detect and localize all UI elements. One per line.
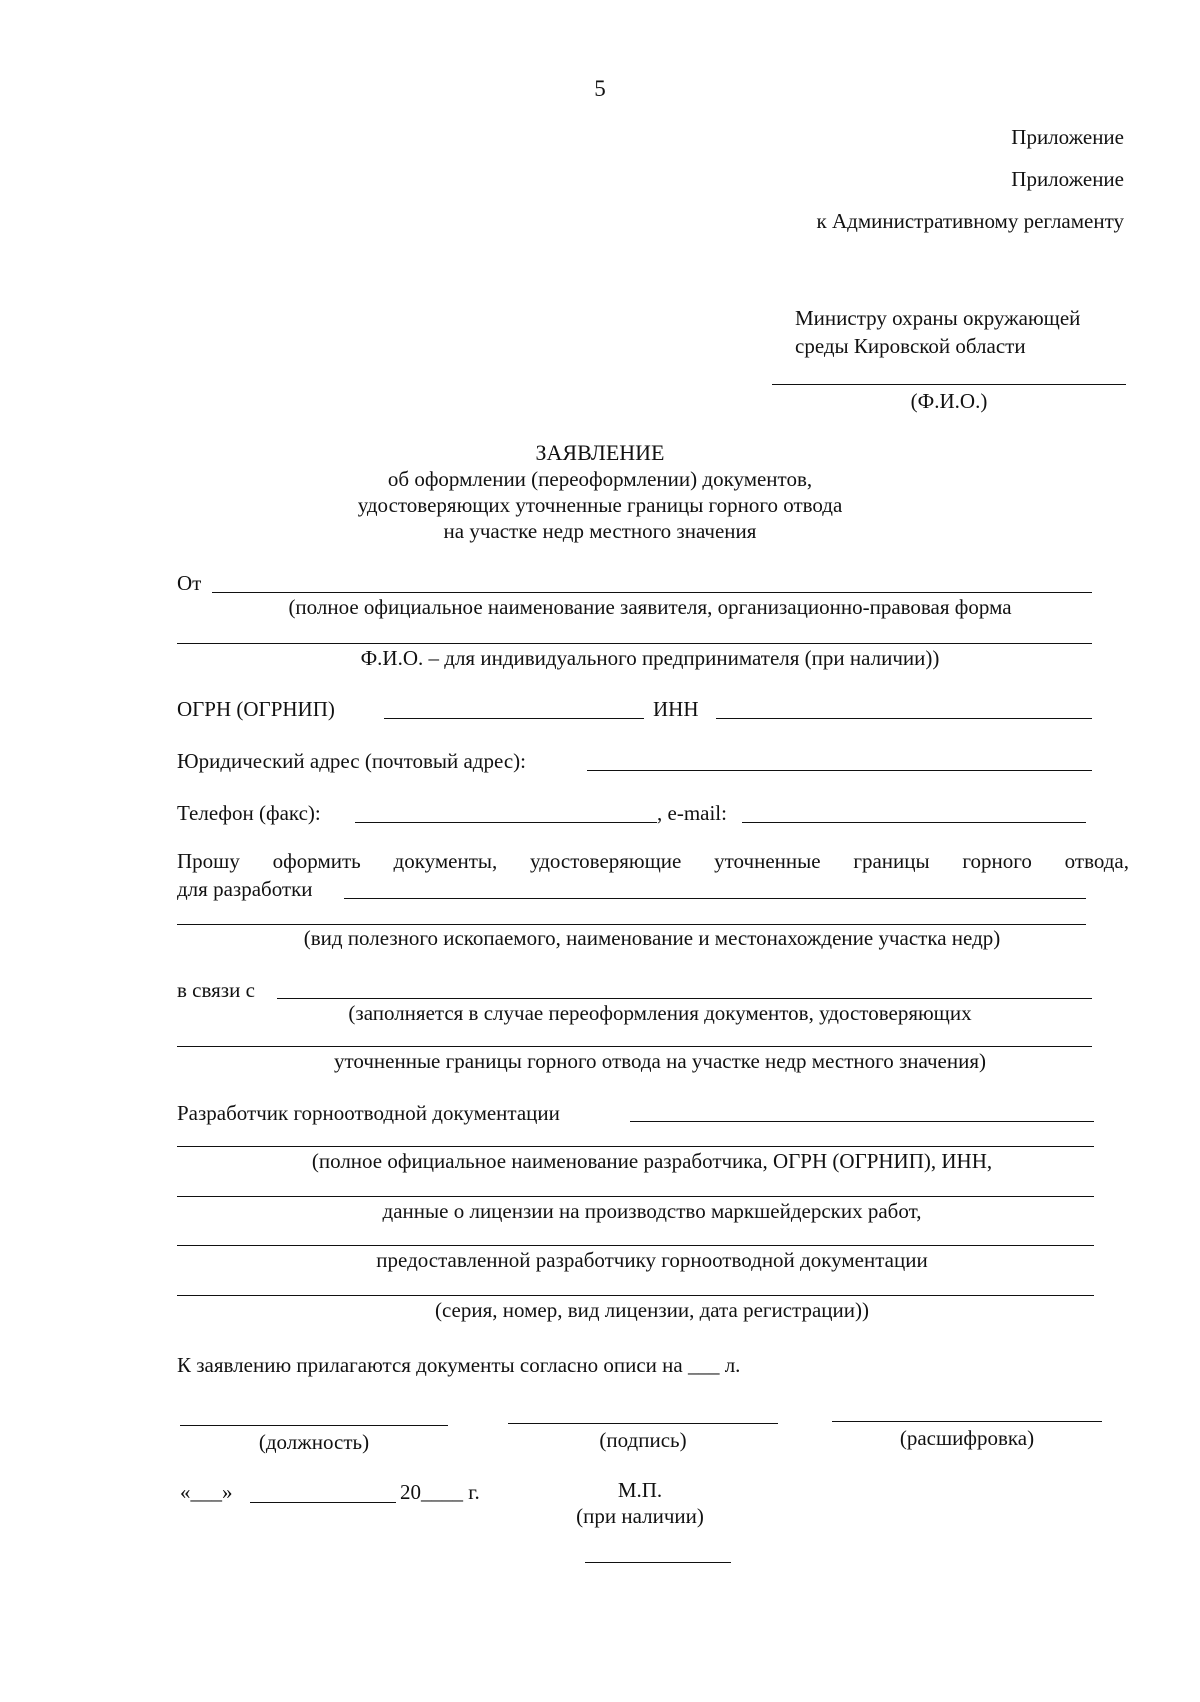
request-for-label: для разработки [177,877,313,901]
stamp-note: (при наличии) [576,1504,704,1528]
reason-field-2[interactable] [177,1046,1092,1047]
developer-field-4[interactable] [177,1245,1094,1246]
title-sub1: об оформлении (переоформлении) документов, [387,467,813,491]
page-number: 5 [594,76,606,101]
date-month-field[interactable] [250,1502,396,1503]
signature-field[interactable] [508,1423,778,1424]
request-text: Прошу оформить документы, удостоверяющие уточненные границы горного отвода, [177,849,1129,873]
addressee-fio-caption: (Ф.И.О.) [910,389,988,413]
mineral-field[interactable] [344,898,1086,899]
mineral-caption: (вид полезного ископаемого, наименование и местонахождение участка недр) [303,926,1001,950]
applicant-caption1: (полное официальное наименование заявителя, организационно-правовая форма [288,595,1012,619]
ogrn-field[interactable] [384,718,644,719]
stamp-label: М.П. [617,1478,663,1502]
document-title: ЗАЯВЛЕНИЕ [535,440,665,465]
address-label: Юридический адрес (почтовый адрес): [177,749,526,773]
developer-field-3[interactable] [177,1196,1094,1197]
developer-caption3: предоставленной разработчику горноотводной документации [376,1248,928,1272]
position-field[interactable] [180,1425,448,1426]
from-label: От [177,571,202,595]
ogrn-label: ОГРН (ОГРНИП) [177,697,335,721]
developer-caption1: (полное официальное наименование разработчика, ОГРН (ОГРНИП), ИНН, [311,1149,993,1173]
applicant-caption2: Ф.И.О. – для индивидуального предпринимателя (при наличии)) [360,646,940,670]
signature-caption: (подпись) [599,1428,687,1452]
addressee-line1: Министру охраны окружающей [795,306,1081,330]
email-field[interactable] [742,822,1086,823]
developer-field[interactable] [630,1121,1094,1122]
date-day: «___» [180,1480,233,1504]
reason-field[interactable] [277,998,1092,999]
applicant-name-field-2[interactable] [177,643,1092,644]
decode-caption: (расшифровка) [899,1426,1035,1450]
inn-field[interactable] [716,718,1092,719]
developer-caption4: (серия, номер, вид лицензии, дата регистрации)) [434,1298,870,1322]
reason-caption1: (заполняется в случае переоформления документов, удостоверяющих [348,1001,972,1025]
regulation-reference: к Административному регламенту [816,209,1124,233]
phone-field[interactable] [355,822,657,823]
title-sub3: на участке недр местного значения [443,519,757,543]
title-sub2: удостоверяющих уточненные границы горного отвода [357,493,843,517]
addressee-line2: среды Кировской области [795,334,1026,358]
address-field[interactable] [587,770,1092,771]
decode-field[interactable] [832,1421,1102,1422]
stamp-line [585,1562,731,1563]
date-year: 20____ г. [400,1480,480,1504]
position-caption: (должность) [258,1430,370,1454]
attachments-text: К заявлению прилагаются документы согласно описи на ___ л. [177,1353,741,1377]
developer-field-2[interactable] [177,1146,1094,1147]
addressee-fio-line[interactable] [772,384,1126,385]
appendix-label-repeat: Приложение [1011,167,1124,191]
reason-caption2: уточненные границы горного отвода на участке недр местного значения) [333,1049,987,1073]
developer-field-5[interactable] [177,1295,1094,1296]
email-label: , e-mail: [657,801,727,825]
applicant-name-field[interactable] [212,592,1092,593]
inn-label: ИНН [653,697,699,721]
reason-label: в связи с [177,978,255,1002]
developer-label: Разработчик горноотводной документации [177,1101,560,1125]
developer-caption2: данные о лицензии на производство маркшейдерских работ, [382,1199,922,1223]
appendix-label: Приложение [1011,125,1124,149]
phone-label: Телефон (факс): [177,801,321,825]
